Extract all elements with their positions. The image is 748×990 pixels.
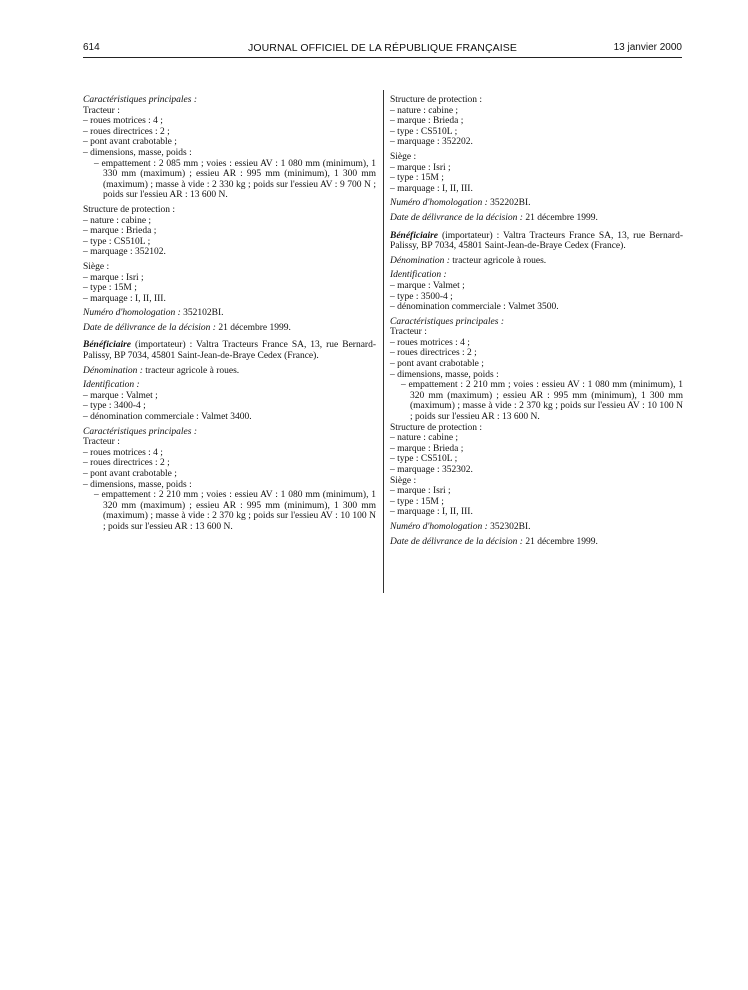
beneficiaire-paragraph bbox=[83, 340, 376, 361]
denomination-line bbox=[390, 256, 683, 267]
list-item: – type : CS510L ; bbox=[390, 126, 458, 137]
list-item: – roues motrices : 4 ; bbox=[390, 337, 470, 348]
list-item: – dimensions, masse, poids : bbox=[390, 369, 499, 380]
list-item: – marquage : 352102. bbox=[83, 247, 166, 258]
structure-label: Structure de protection : bbox=[390, 422, 483, 433]
list-item: – marquage : 352202. bbox=[390, 137, 473, 148]
list-item: – roues directrices : 2 ; bbox=[83, 126, 170, 137]
delivrance-value: 21 décembre 1999. bbox=[525, 536, 598, 547]
list-item: – roues directrices : 2 ; bbox=[390, 348, 477, 359]
delivrance-line bbox=[83, 323, 376, 334]
list-item: – type : 15M ; bbox=[390, 496, 444, 507]
homologation-line bbox=[390, 198, 683, 209]
list-item: – marque : Valmet ; bbox=[83, 390, 158, 401]
dimensions-text: – empattement : 2 085 mm ; voies : essieu AV : 1 080 mm (minimum), 1 330 mm (maximum) ; essieu AR : 995 mm (minimum), 1 300 mm (maximum) ; masse à vide : 2 330 kg ; poids sur l'essieu AV : 9 700 N ; poids sur l'essieu AR : 13 600 N. bbox=[94, 158, 376, 201]
structure-label: Structure de protection : bbox=[83, 204, 176, 215]
homologation-line bbox=[83, 308, 376, 319]
homologation-label: Numéro d'homologation : bbox=[390, 198, 488, 209]
siege-label: Siège : bbox=[390, 151, 417, 162]
delivrance-line bbox=[390, 213, 683, 224]
page-header bbox=[83, 40, 682, 56]
page-number: 614 bbox=[83, 42, 100, 53]
list-item: – marquage : I, II, III. bbox=[390, 183, 473, 194]
beneficiaire-label: Bénéficiaire bbox=[83, 340, 132, 351]
list-item: – type : 3500-4 ; bbox=[390, 291, 453, 302]
section-heading: Caractéristiques principales : bbox=[83, 95, 197, 105]
denomination-value: tracteur agricole à roues. bbox=[145, 365, 240, 376]
homologation-label: Numéro d'homologation : bbox=[390, 521, 488, 532]
list-item: – roues motrices : 4 ; bbox=[83, 447, 163, 458]
list-item: – type : 15M ; bbox=[83, 283, 137, 294]
denomination-label: Dénomination : bbox=[83, 365, 143, 376]
section-heading: Caractéristiques principales : bbox=[390, 316, 504, 327]
homologation-value: 352102BI. bbox=[183, 308, 224, 319]
list-item: – dénomination commerciale : Valmet 3400. bbox=[83, 412, 252, 423]
right-column bbox=[390, 95, 683, 547]
list-item: – roues motrices : 4 ; bbox=[83, 116, 163, 127]
list-item: – marquage : 352302. bbox=[390, 465, 473, 475]
dimensions-text: – empattement : 2 210 mm ; voies : essieu AV : 1 080 mm (minimum), 1 320 mm (maximum) ; essieu AR : 995 mm (minimum), 1 300 mm (maximum) ; masse à vide : 2 370 kg ; poids sur l'essieu AV : 10 100 N ; poids sur l'essieu AR : 13 600 N. bbox=[401, 380, 683, 423]
delivrance-label: Date de délivrance de la décision : bbox=[390, 212, 523, 223]
list-item: – type : 15M ; bbox=[390, 173, 444, 184]
tracteur-label: Tracteur : bbox=[83, 105, 120, 116]
list-item: – dimensions, masse, poids : bbox=[83, 147, 192, 158]
section-heading: Caractéristiques principales : bbox=[83, 426, 197, 437]
list-item: – type : CS510L ; bbox=[83, 236, 151, 247]
beneficiaire-text: (importateur) : Valtra Tracteurs France SA, 13, rue Bernard-Palissy, BP 7034, 45801 Saint-Jean-de-Braye Cedex (France). bbox=[83, 340, 376, 362]
list-item: – pont avant crabotable ; bbox=[83, 469, 177, 479]
delivrance-label: Date de délivrance de la décision : bbox=[83, 322, 216, 333]
delivrance-label: Date de délivrance de la décision : bbox=[390, 536, 523, 547]
structure-label: Structure de protection : bbox=[390, 95, 483, 105]
list-item: – nature : cabine ; bbox=[390, 433, 459, 444]
beneficiaire-text: (importateur) : Valtra Tracteurs France SA, 13, rue Bernard-Palissy, BP 7034, 45801 Saint-Jean-de-Braye Cedex (France). bbox=[390, 230, 683, 252]
issue-date: 13 janvier 2000 bbox=[613, 42, 682, 53]
list-item: – marque : Isri ; bbox=[390, 486, 451, 497]
denomination-label: Dénomination : bbox=[390, 255, 450, 266]
list-item: – marquage : I, II, III. bbox=[83, 293, 166, 304]
column-divider bbox=[383, 90, 384, 593]
beneficiaire-label: Bénéficiaire bbox=[390, 230, 439, 241]
identification-label: Identification : bbox=[83, 380, 140, 391]
homologation-label: Numéro d'homologation : bbox=[83, 308, 181, 319]
list-item: – marque : Brieda ; bbox=[83, 226, 157, 237]
tracteur-label: Tracteur : bbox=[390, 327, 427, 338]
journal-title: JOURNAL OFFICIEL DE LA RÉPUBLIQUE FRANÇAISE bbox=[248, 42, 517, 54]
list-item: – marque : Isri ; bbox=[83, 272, 144, 283]
list-item: – type : CS510L ; bbox=[390, 454, 458, 465]
list-item: – dénomination commerciale : Valmet 3500. bbox=[390, 302, 559, 313]
list-item: – marque : Brieda ; bbox=[390, 116, 464, 127]
list-item: – type : 3400-4 ; bbox=[83, 401, 146, 412]
list-item: – pont avant crabotable ; bbox=[83, 137, 177, 148]
homologation-value: 352302BI. bbox=[490, 521, 531, 532]
delivrance-value: 21 décembre 1999. bbox=[525, 212, 598, 223]
siege-label: Siège : bbox=[390, 475, 417, 486]
homologation-value: 352202BI. bbox=[490, 198, 531, 209]
denomination-value: tracteur agricole à roues. bbox=[452, 255, 547, 266]
left-column bbox=[83, 95, 376, 533]
list-item: – nature : cabine ; bbox=[83, 215, 152, 226]
delivrance-value: 21 décembre 1999. bbox=[218, 322, 291, 333]
delivrance-line bbox=[390, 537, 683, 548]
beneficiaire-paragraph bbox=[390, 231, 683, 252]
list-item: – roues directrices : 2 ; bbox=[83, 458, 170, 469]
identification-label: Identification : bbox=[390, 270, 447, 281]
dimensions-text: – empattement : 2 210 mm ; voies : essieu AV : 1 080 mm (minimum), 1 320 mm (maximum) ; essieu AR : 995 mm (minimum), 1 300 mm (maximum) ; masse à vide : 2 370 kg ; poids sur l'essieu AV : 10 100 N ; poids sur l'essieu AR : 13 600 N. bbox=[94, 490, 376, 532]
list-item: – marque : Brieda ; bbox=[390, 443, 464, 454]
list-item: – dimensions, masse, poids : bbox=[83, 479, 192, 490]
tracteur-label: Tracteur : bbox=[83, 437, 120, 448]
list-item: – marque : Valmet ; bbox=[390, 280, 465, 291]
siege-label: Siège : bbox=[83, 261, 110, 272]
denomination-line bbox=[83, 366, 376, 377]
list-item: – pont avant crabotable ; bbox=[390, 359, 484, 370]
list-item: – nature : cabine ; bbox=[390, 105, 459, 116]
list-item: – marquage : I, II, III. bbox=[390, 507, 473, 518]
header-rule bbox=[83, 57, 682, 58]
list-item: – marque : Isri ; bbox=[390, 162, 451, 173]
homologation-line bbox=[390, 522, 683, 533]
